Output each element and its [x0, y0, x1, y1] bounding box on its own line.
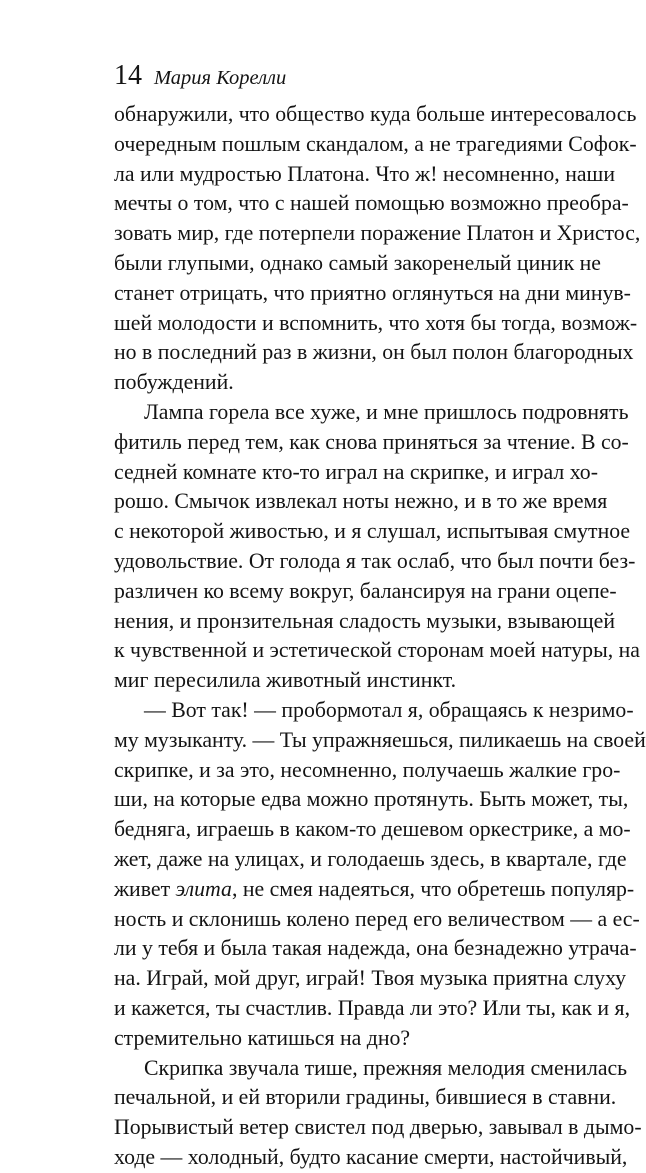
text-line: ходе — холодный, будто касание смерти, настойчивый, — [114, 1144, 628, 1169]
text-line: фитиль перед тем, как снова приняться за чтение. В со- — [114, 429, 629, 454]
page-number: 14 — [114, 60, 142, 91]
text-line: Порывистый ветер свистел под дверью, завывал в дымо- — [114, 1115, 642, 1140]
text-line: бедняга, играешь в каком-то дешевом оркестрике, а мо- — [114, 817, 631, 842]
text-line: Скрипка звучала тише, прежняя мелодия сменилась — [144, 1055, 628, 1080]
running-head — [114, 60, 286, 92]
text-line: скрипке, и за это, несомненно, получаешь жалкие гро- — [114, 757, 621, 782]
text-line: нения, и пронзительная сладость музыки, взывающей — [114, 608, 616, 633]
author-name: Мария Корелли — [154, 67, 287, 89]
text-line: му музыканту. — Ты упражняешься, пиликаешь на своей — [114, 727, 646, 752]
text-line: зовать мир, где потерпели поражение Платон и Христос, — [114, 221, 641, 246]
text-line: Лампа горела все хуже, и мне пришлось подровнять — [144, 399, 629, 424]
text-line: и кажется, ты счастлив. Правда ли это? Или ты, как и я, — [114, 995, 631, 1020]
text-line: шей молодости и вспомнить, что хотя бы тогда, возмож- — [114, 310, 638, 335]
text-line: на. Играй, мой друг, играй! Твоя музыка приятна слуху — [114, 966, 627, 991]
text-line: стремительно катишься на дно? — [114, 1025, 411, 1050]
text-line: жет, даже на улицах, и голодаешь здесь, в квартале, где — [114, 846, 627, 871]
text-line: ла или мудростью Платона. Что ж! несомненно, наши — [114, 161, 615, 186]
text-line: печальной, и ей вторили градины, бившиеся в ставни. — [114, 1085, 617, 1110]
text-line: различен ко всему вокруг, балансируя на грани оцепе- — [114, 578, 617, 603]
text-line: станет отрицать, что приятно оглянуться на дни минув- — [114, 280, 631, 305]
text-line: к чувственной и эстетической сторонам моей натуры, на — [114, 638, 640, 663]
text-line: очередным пошлым скандалом, а не трагедиями Софок- — [114, 131, 637, 156]
text-line: были глупыми, однако самый закоренелый циник не — [114, 250, 601, 275]
body-text — [114, 100, 646, 1173]
text-line: ность и склонишь колено перед его величеством — а ес- — [114, 906, 640, 931]
text-line: с некоторой живостью, и я слушал, испытывая смутное — [114, 519, 631, 544]
text-line: удовольствие. От голода я так ослаб, что был почти без- — [114, 548, 636, 573]
text-line: побуждений. — [114, 370, 234, 395]
text-line: ли у тебя и была такая надежда, она безнадежно утрача- — [114, 936, 637, 961]
text-line: рошо. Смычок извлекал ноты нежно, и в то же время — [114, 489, 608, 514]
text-segment: , не смея надеяться, что обретешь популяр- — [231, 876, 635, 901]
italic-word: элита — [175, 876, 232, 901]
text-line: обнаружили, что общество куда больше интересовалось — [114, 102, 637, 126]
text-line: седней комнате кто-то играл на скрипке, и играл хо- — [114, 459, 598, 484]
text-line: миг пересилила животный инстинкт. — [114, 668, 457, 693]
text-line: — Вот так! — пробормотал я, обращаясь к незримо- — [144, 697, 634, 722]
text-line: мечты о том, что с нашей помощью возможно преобра- — [114, 191, 629, 216]
text-line: но в последний раз в жизни, он был полон благородных — [114, 340, 634, 365]
text-segment: живет — [114, 876, 176, 901]
text-line: ши, на которые едва можно протянуть. Быть может, ты, — [114, 787, 629, 812]
text-line-with-italic — [114, 875, 635, 905]
